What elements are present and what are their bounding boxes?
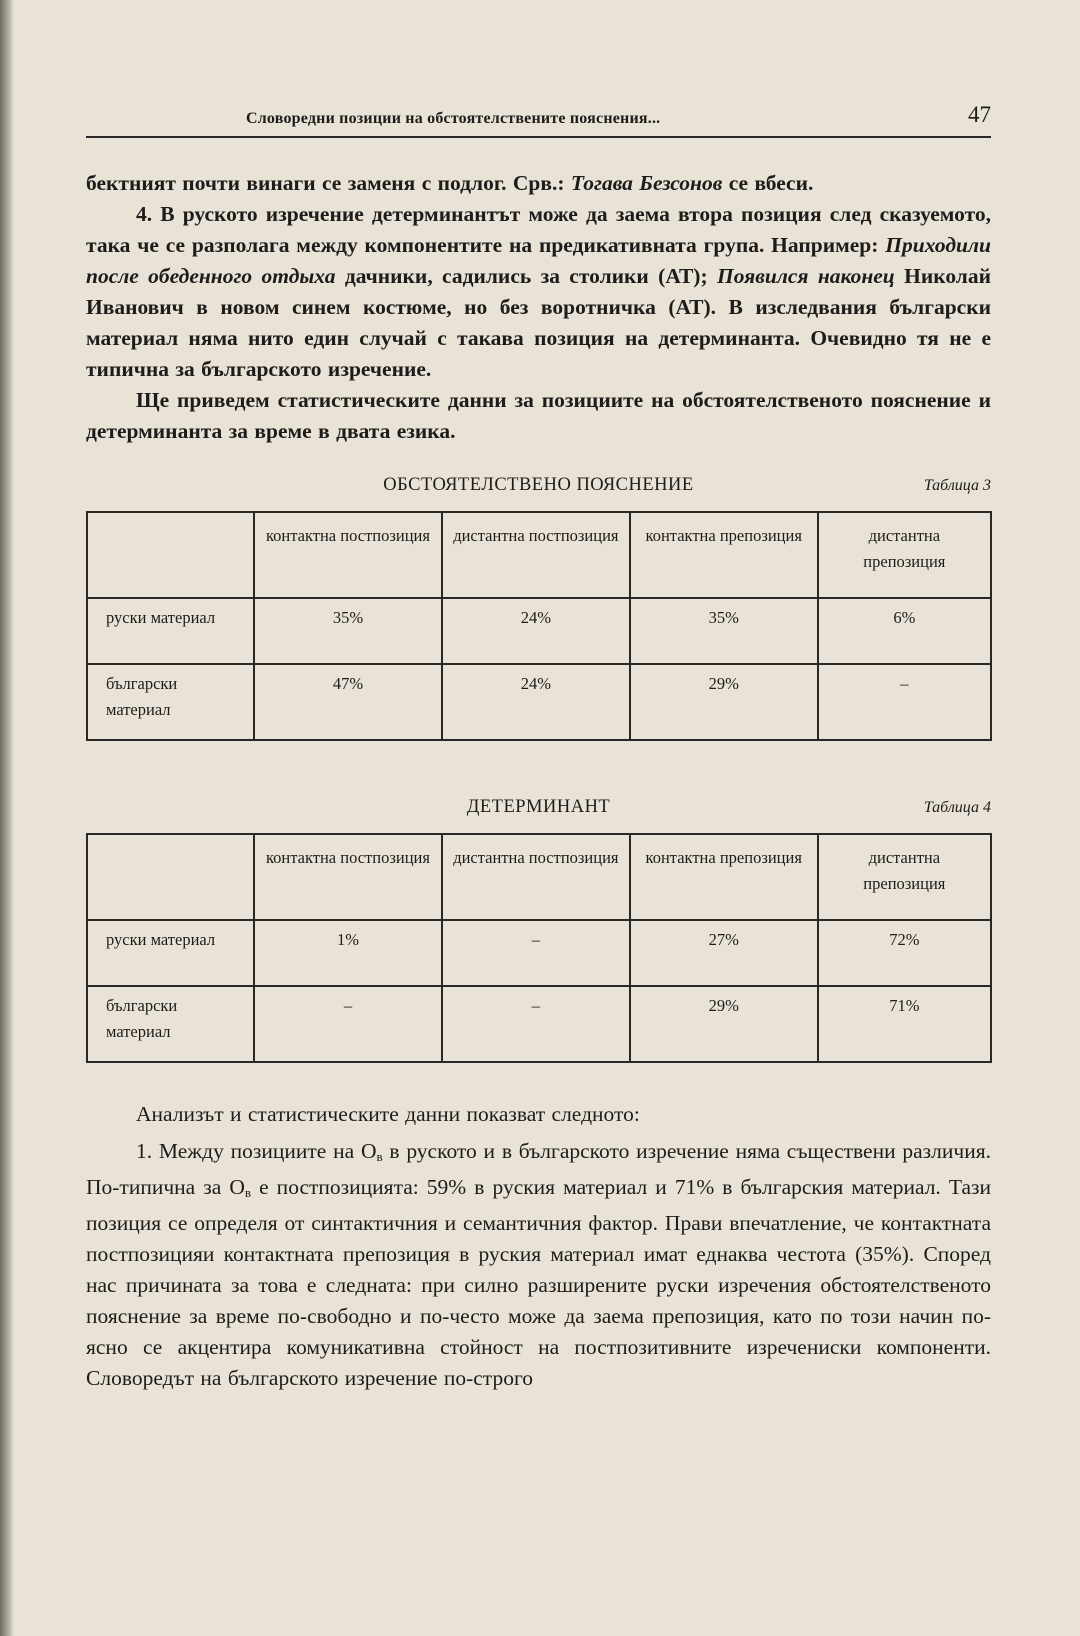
table-cell: 71%	[818, 986, 991, 1062]
paragraph-point-1	[86, 1136, 991, 1394]
table3-title: ОБСТОЯТЕЛСТВЕНО ПОЯСНЕНИЕ	[383, 475, 694, 495]
table-cell: 24%	[442, 664, 630, 740]
table-row	[87, 664, 991, 740]
table-corner-cell	[87, 512, 254, 598]
table-cell: 35%	[254, 598, 442, 664]
table4-title: ДЕТЕРМИНАНТ	[466, 797, 611, 817]
running-title: Словоредни позиции на обстоятелствените пояснения...	[246, 110, 661, 127]
subscript: в	[376, 1149, 383, 1164]
column-header: контактна препозиция	[630, 512, 818, 598]
table-cell: 47%	[254, 664, 442, 740]
table-cell: 27%	[630, 920, 818, 986]
table4	[86, 833, 992, 1063]
row-header: руски материал	[87, 598, 254, 664]
column-header: дистантна постпозиция	[442, 512, 630, 598]
table-cell: 29%	[630, 664, 818, 740]
page-number: 47	[968, 102, 991, 127]
column-header: дистантна препозиция	[818, 834, 991, 920]
paragraph-point-4	[86, 199, 991, 385]
example-italic: Появился наконец	[716, 264, 895, 288]
table-cell: –	[442, 920, 630, 986]
table-row	[87, 986, 991, 1062]
table-corner-cell	[87, 834, 254, 920]
subscript: в	[244, 1185, 252, 1200]
table-cell: –	[818, 664, 991, 740]
table3-heading	[86, 469, 991, 499]
paragraph-text: 4. В руското изречение детерминантът може да заема втора позиция след сказуемото, така че се разполага между компонентите на предикативната група. Например:	[86, 202, 991, 257]
paragraph-text: дачники, садились за столики (АТ);	[335, 264, 717, 288]
table-header-row	[87, 512, 991, 598]
table-row	[87, 920, 991, 986]
column-header: контактна постпозиция	[254, 834, 442, 920]
book-spine-shadow	[0, 0, 14, 1636]
table-cell: 6%	[818, 598, 991, 664]
table-cell: –	[254, 986, 442, 1062]
column-header: контактна постпозиция	[254, 512, 442, 598]
column-header: дистантна препозиция	[818, 512, 991, 598]
table-row	[87, 598, 991, 664]
table-header-row	[87, 834, 991, 920]
paragraph-text: Николай Иванович в новом синем костюме, но без воротничка (АТ). В изследвания български материал няма нито един случай с такава позиция на детерминанта. Очевидно тя не е типична за българското изречение.	[86, 264, 991, 381]
table4-heading	[86, 791, 991, 821]
table4-label: Таблица 4	[923, 799, 991, 816]
table-cell: 1%	[254, 920, 442, 986]
paragraph-text: 1. Между позициите на О	[136, 1139, 377, 1163]
table-cell: 35%	[630, 598, 818, 664]
paragraph-text: е постпозицията: 59% в руския материал и 71% в българския материал. Тази позиция се определя от синтактичния и семантичния фактор. Прави впечатление, че контактната постпозицияи контактната препозиция в руския материал имат еднаква честота (35%). Според нас причината за това е следната: при силно разширените руски изречения обстоятелственото пояснение за време по-свободно и по-често може да заема препозиция, като по този начин по-ясно се акцентира комуникативна стойност на постпозитивните изречениски компоненти. Словоредът на българското изречение по-строго	[86, 1175, 991, 1390]
table3	[86, 511, 992, 741]
row-header: руски материал	[87, 920, 254, 986]
paragraph-statistics-intro: Ще приведем статистическите данни за позициите на обстоятелственото пояснение и детерминанта за време в двата езика.	[86, 388, 991, 443]
paragraph-text: в руското и в българското изречение няма съществени различия. По-типична за О	[86, 1139, 991, 1199]
table-cell: 72%	[818, 920, 991, 986]
row-header: български материал	[87, 664, 254, 740]
table-cell: 24%	[442, 598, 630, 664]
column-header: дистантна постпозиция	[442, 834, 630, 920]
book-page	[86, 96, 991, 1394]
example-italic: Приходили после обеденного отдыха	[86, 233, 991, 288]
running-head	[86, 96, 991, 138]
paragraph-text: се вбеси.	[722, 171, 814, 195]
paragraph-text: бектният почти винаги се заменя с подлог. Срв.:	[86, 171, 571, 195]
table3-label: Таблица 3	[923, 477, 991, 494]
paragraph-continued	[86, 168, 991, 199]
row-header: български материал	[87, 986, 254, 1062]
column-header: контактна препозиция	[630, 834, 818, 920]
table-cell: 29%	[630, 986, 818, 1062]
table-cell: –	[442, 986, 630, 1062]
example-italic: Тогава Безсонов	[570, 171, 723, 195]
paragraph-analysis-intro: Анализът и статистическите данни показват следното:	[136, 1102, 640, 1126]
